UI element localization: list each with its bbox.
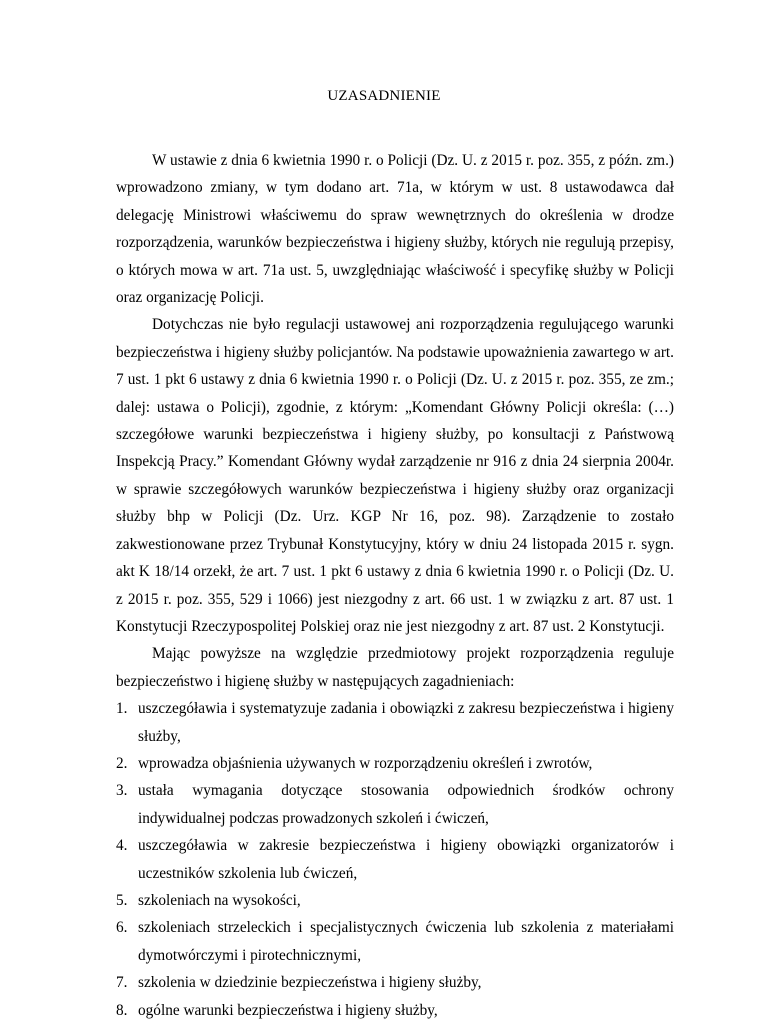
paragraph-scope: Mając powyższe na względzie przedmiotowy projekt rozporządzenia reguluje bezpieczeństwo i higienę służby w następujących zagadnieniach: [116, 645, 674, 690]
list-item-number: 4. [116, 837, 128, 855]
numbered-list [116, 695, 674, 1024]
list-item [116, 832, 674, 887]
list-item [116, 914, 674, 969]
list-item-text: szkolenia w dziedzinie bezpieczeństwa i higieny służby, [138, 974, 482, 992]
list-item-number: 5. [116, 891, 128, 909]
document-title: UZASADNIENIE [327, 88, 441, 104]
list-item-text: szkoleniach na wysokości, [138, 891, 301, 909]
list-item [116, 695, 674, 750]
list-item-text: ustała wymagania dotyczące stosowania odpowiednich środków ochrony indywidualnej podczas prowadzonych szkoleń i ćwiczeń, [138, 782, 674, 827]
document-body [116, 147, 674, 1024]
list-item-text: uszczegóławia i systematyzuje zadania i obowiązki z zakresu bezpieczeństwa i higieny służby, [138, 700, 674, 745]
list-item-text: szkoleniach strzeleckich i specjalistycznych ćwiczenia lub szkolenia z materiałami dymotwórczymi i pirotechnicznymi, [138, 919, 674, 964]
list-item [116, 777, 674, 832]
list-item [116, 887, 674, 914]
paragraph-background: Dotychczas nie było regulacji ustawowej ani rozporządzenia regulującego warunki bezpieczeństwa i higieny służby policjantów. Na podstawie upoważnienia zawartego w art. 7 ust. 1 pkt 6 ustawy z dnia 6 kwietnia 1990 r. o Policji (Dz. U. z 2015 r. poz. 355, ze zm.; dalej: ustawa o Policji), zgodnie, z którym: „Komendant Główny Policji określa: (…) szczegółowe warunki bezpieczeństwa i higieny służby, po konsultacji z Państwową Inspekcją Pracy.” Komendant Główny wydał zarządzenie nr 916 z dnia 24 sierpnia 2004r. w sprawie szczegółowych warunków bezpieczeństwa i higieny służby oraz organizacji służby bhp w Policji (Dz. Urz. KGP Nr 16, poz. 98). Zarządzenie to zostało zakwestionowane przez Trybunał Konstytucyjny, który w dniu 24 listopada 2015 r. sygn. akt K 18/14 orzekł, że art. 7 ust. 1 pkt 6 ustawy z dnia 6 kwietnia 1990 r. o Policji (Dz. U. z 2015 r. poz. 355, 529 i 1066) jest niezgodny z art. 66 ust. 1 w związku z art. 87 ust. 1 Konstytucji Rzeczypospolitej Polskiej oraz nie jest niezgodny z art. 87 ust. 2 Konstytucji. [116, 316, 674, 635]
list-item [116, 750, 674, 777]
list-item-number: 1. [116, 700, 128, 718]
list-item-text: ogólne warunki bezpieczeństwa i higieny służby, [138, 1001, 438, 1019]
list-item-number: 8. [116, 1001, 128, 1019]
list-item [116, 969, 674, 996]
list-item-text: uszczegóławia w zakresie bezpieczeństwa i higieny obowiązki organizatorów i uczestników szkolenia lub ćwiczeń, [138, 837, 674, 882]
list-item-number: 2. [116, 754, 128, 772]
list-item-number: 7. [116, 974, 128, 992]
paragraph-intro: W ustawie z dnia 6 kwietnia 1990 r. o Policji (Dz. U. z 2015 r. poz. 355, z późn. zm.) wprowadzono zmiany, w tym dodano art. 71a, w którym w ust. 8 ustawodawca dał delegację Ministrowi właściwemu do spraw wewnętrznych do określenia w drodze rozporządzenia, warunków bezpieczeństwa i higieny służby, których nie regulują przepisy, o których mowa w art. 71a ust. 5, uwzględniając właściwość i specyfikę służby w Policji oraz organizację Policji. [116, 152, 674, 307]
list-item-number: 3. [116, 782, 128, 800]
list-item-number: 6. [116, 919, 128, 937]
list-item [116, 997, 674, 1024]
list-item-text: wprowadza objaśnienia używanych w rozporządzeniu określeń i zwrotów, [138, 754, 593, 772]
